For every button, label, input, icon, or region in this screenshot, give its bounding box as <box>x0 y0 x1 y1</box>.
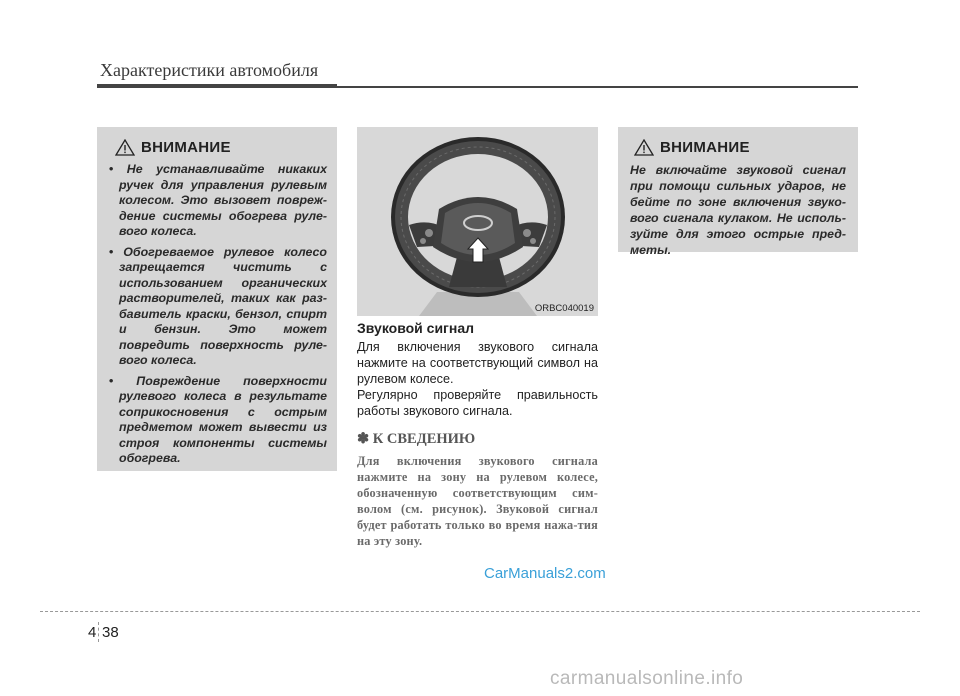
info-note-title: ✽ К СВЕДЕНИЮ <box>357 431 476 447</box>
footer-divider <box>40 611 920 612</box>
warning-triangle-icon <box>634 139 654 156</box>
page-number-separator <box>98 622 99 642</box>
warning-item: • Не устанавливайте никаких ручек для управления рулевым колесом. Это вызовет повреж-дение системы обогрева руле-вого колеса. <box>109 162 327 238</box>
horn-paragraph-1: Для включения звукового сигнала нажмите на соответствующий символ на рулевом колесе. <box>357 340 598 386</box>
chapter-number: 4 <box>88 624 97 641</box>
warning-item-text: Повреждение поверхности рулевого колеса в результате соприкосновения с острым предметом может вывести из строя компоненты системы обогрева. <box>119 373 327 465</box>
warning-right-text: Не включайте звуковой сигнал при помощи сильных ударов, не бейте по зоне включения звуко-вого сигнала кулаком. Не исполь-зуйте для этого острые пред-меты. <box>630 163 846 257</box>
info-note-text: Для включения звукового сигнала нажмите на зону на рулевом колесе, обозначенную соответствующим сим-волом (см. рисунок). Звуковой сигнал будет работать только во время нажа-тия на эту зону. <box>357 454 598 548</box>
warning-heading-left <box>115 139 327 156</box>
warning-item: • Обогреваемое рулевое колесо запрещается чистить с использованием органических растворителей, таких как раз-бавитель краски, бензол, спирт и бензин. Это может повредить поверхность руле-вого колеса. <box>109 244 327 367</box>
header-rule-thick <box>97 84 337 88</box>
warning-heading-text: ВНИМАНИЕ <box>141 139 231 156</box>
warning-item: • Повреждение поверхности рулевого колеса в результате соприкосновения с острым предметом может вывести из строя компоненты системы обогрева. <box>109 373 327 465</box>
header-rule-thin <box>337 86 858 88</box>
figure-code: ORBC040019 <box>534 303 594 314</box>
warning-list-left <box>107 162 327 467</box>
horn-paragraph-2: Регулярно проверяйте правильность работы звукового сигнала. <box>357 388 598 418</box>
horn-section-title: Звуковой сигнал <box>357 320 475 336</box>
page-header-title: Характеристики автомобиля <box>100 60 319 80</box>
warning-box-left <box>97 127 337 471</box>
watermark-link[interactable]: CarManuals2.com <box>484 565 606 582</box>
warning-box-right <box>618 127 858 257</box>
warning-triangle-icon <box>115 139 135 156</box>
footer-domain-watermark: carmanualsonline.info <box>550 668 744 689</box>
warning-item-text: Обогреваемое рулевое колесо запрещается чистить с использованием органических растворителей, таких как раз-бавитель краски, бензол, спирт и бензин. Это может повредить поверхность руле-вого колеса. <box>119 244 327 367</box>
warning-item-text: Не устанавливайте никаких ручек для управления рулевым колесом. Это вызовет повреж-дение системы обогрева руле-вого колеса. <box>119 162 327 238</box>
warning-heading-right <box>634 139 850 156</box>
page-number: 38 <box>102 624 119 641</box>
steering-wheel-figure <box>357 127 598 316</box>
steering-wheel-illustration <box>357 127 598 316</box>
warning-heading-text: ВНИМАНИЕ <box>660 139 750 156</box>
